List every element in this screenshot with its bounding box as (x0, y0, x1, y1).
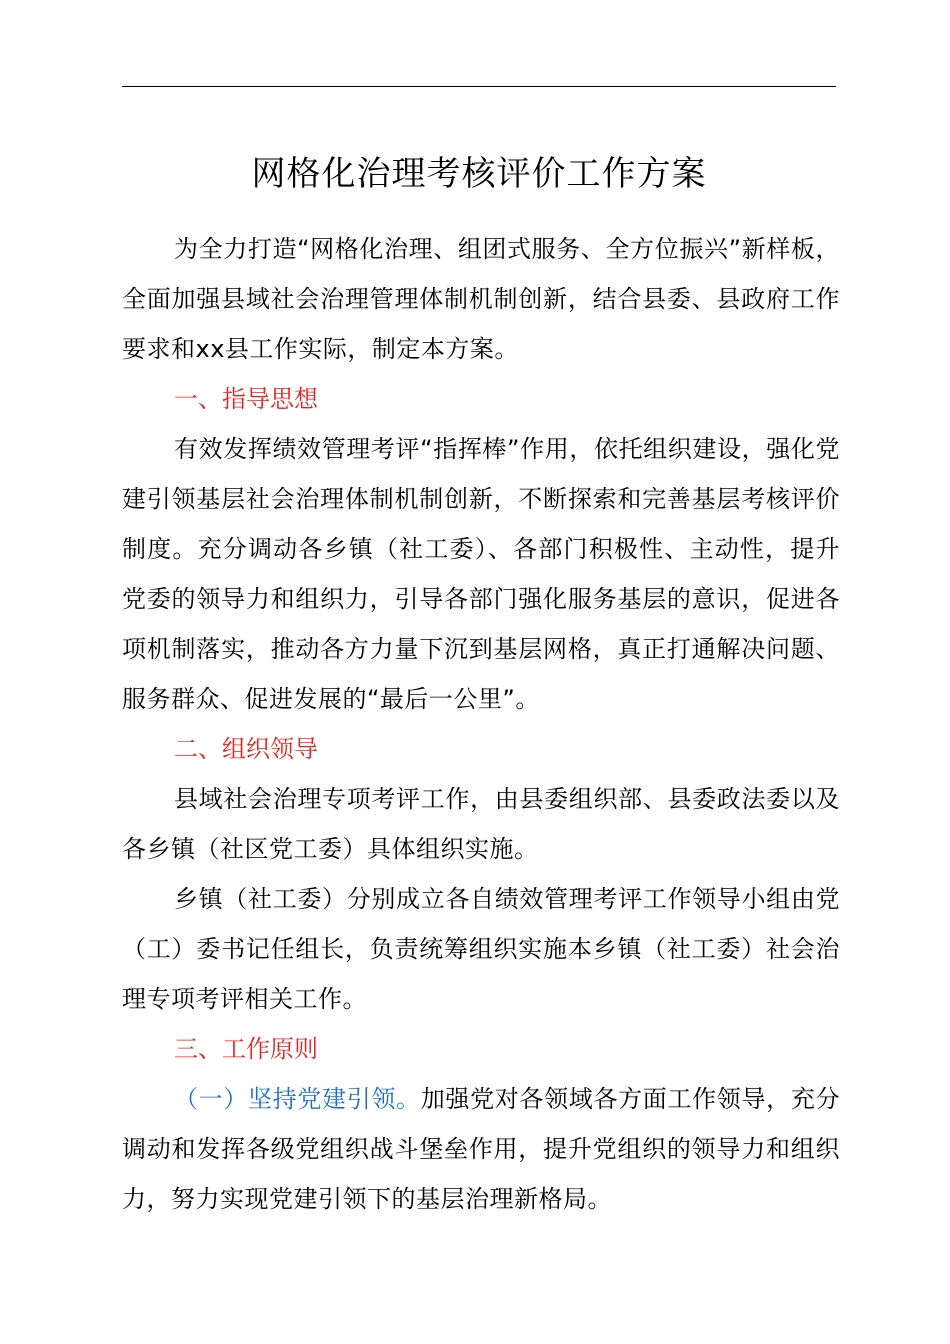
principle-1-text: 加强党对各领域各方面工作领导，充分调动和发挥各级党组织战斗堡垒作用，提升党组织的领导力和组织力，努力实现党建引领下的基层治理新格局。 (122, 1085, 841, 1213)
principle-1-lead: （一）坚持党建引领。 (174, 1085, 421, 1113)
intro-paragraph: 为全力打造“网格化治理、组团式服务、全方位振兴”新样板，全面加强县域社会治理管理体制机制创新，结合县委、县政府工作要求和xx县工作实际，制定本方案。 (122, 235, 840, 363)
document-body (122, 224, 840, 1224)
section-heading-work-principles: 三、工作原则 (174, 1035, 318, 1063)
organization-paragraph-1: 县域社会治理专项考评工作，由县委组织部、县委政法委以及各乡镇（社区党工委）具体组织实施。 (122, 785, 840, 863)
document-title: 网格化治理考核评价工作方案 (251, 154, 707, 194)
organization-paragraph-2: 乡镇（社工委）分别成立各自绩效管理考评工作领导小组由党（工）委书记任组长，负责统筹组织实施本乡镇（社工委）社会治理专项考评相关工作。 (122, 885, 840, 1013)
section-heading-organization-leadership: 二、组织领导 (174, 735, 318, 763)
section-heading-guiding-ideology: 一、指导思想 (174, 385, 318, 413)
header-rule (122, 86, 836, 87)
principle-1-paragraph (122, 1074, 840, 1224)
guiding-ideology-paragraph: 有效发挥绩效管理考评“指挥棒”作用，依托组织建设，强化党建引领基层社会治理体制机制创新，不断探索和完善基层考核评价制度。充分调动各乡镇（社工委）、各部门积极性、主动性，提升党委的领导力和组织力，引导各部门强化服务基层的意识，促进各项机制落实，推动各方力量下沉到基层网格，真正打通解决问题、服务群众、促进发展的“最后一公里”。 (122, 435, 840, 713)
